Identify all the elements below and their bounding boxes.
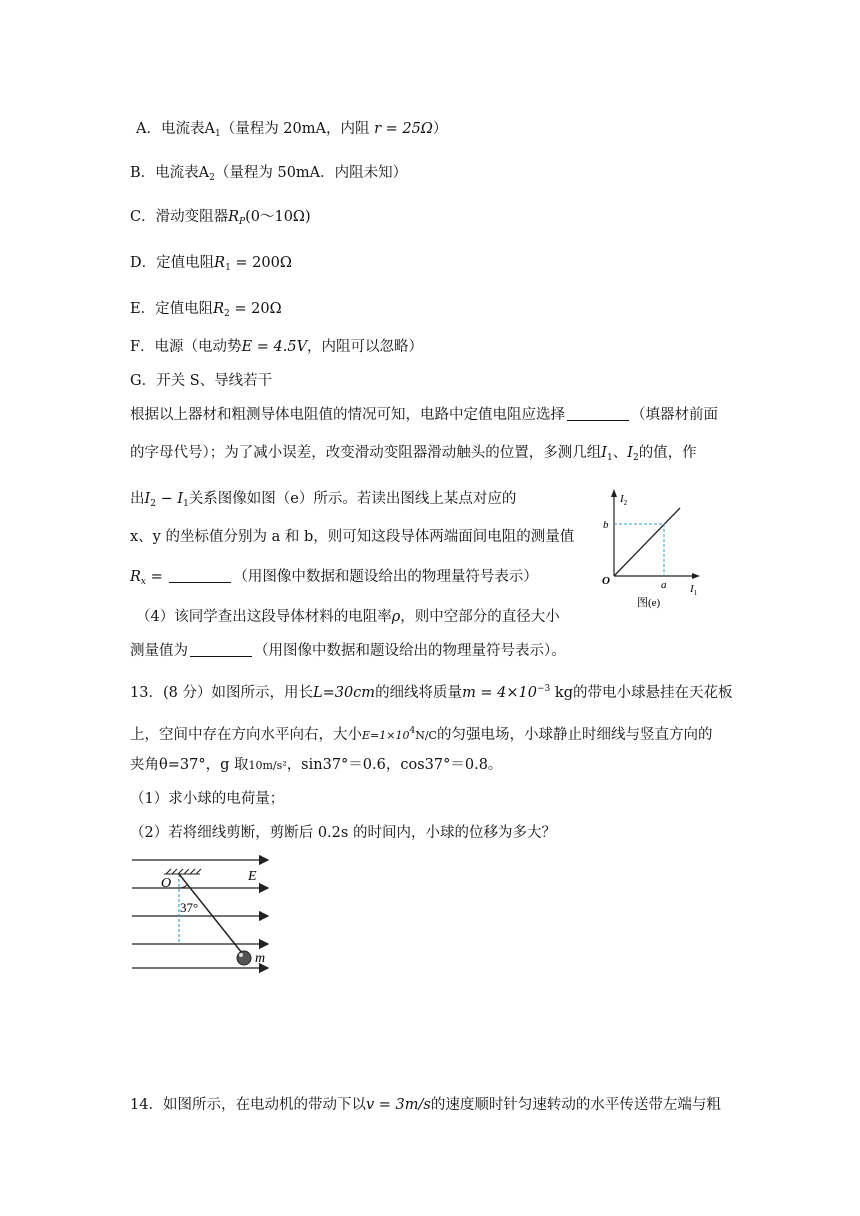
q13-text: ，sin37°＝0.6，cos37°＝0.8。 xyxy=(286,757,503,773)
q12-text: ，则中空部分的直径大小 xyxy=(400,609,560,625)
pendulum-figure xyxy=(128,850,278,980)
figure-caption: 图(e) xyxy=(637,597,661,609)
option-a: A．电流表$A_1$（量程为 20mA，内阻 r = 25Ω） xyxy=(136,121,448,139)
answer-blank xyxy=(567,406,629,421)
pivot-label: O xyxy=(161,876,172,891)
y-axis-label: $I_2$ xyxy=(620,493,628,507)
option-e-label: E．定值电阻 xyxy=(130,301,214,317)
q13-field-unit: N/C xyxy=(415,729,437,742)
q13-length: L=30cm xyxy=(312,685,376,701)
q12-text: （用图像中数据和题设给出的物理量符号表示）。 xyxy=(254,643,566,659)
q12-text: （填器材前面 xyxy=(631,407,718,423)
option-c: C．滑动变阻器$R_P(0\sim 10\Omega)$ xyxy=(130,209,311,227)
q12-text: （用图像中数据和题设给出的物理量符号表示） xyxy=(233,569,538,585)
q12-text: 测量值为 xyxy=(130,643,188,659)
option-e: E．定值电阻$R_2 = 20\Omega$ xyxy=(130,301,282,319)
q13-line2 xyxy=(130,720,712,747)
graph-line xyxy=(614,508,680,576)
option-c-value: (0～10Ω) xyxy=(245,209,311,225)
q13-line3 xyxy=(130,754,502,777)
q12-line4: x、y 的坐标值分别为 a 和 b，则可知这段导体两端面间电阻的测量值 xyxy=(130,529,575,545)
q12-line5: $R_x$ = （用图像中数据和题设给出的物理量符号表示） xyxy=(130,569,538,587)
origin-label: O xyxy=(602,575,610,587)
option-f-label: F．电源（电动势 xyxy=(130,339,242,355)
option-f xyxy=(130,336,423,358)
q13-field: E=1×10 xyxy=(362,729,410,742)
option-f-end: ，内阻可以忽略） xyxy=(307,339,424,355)
q13-mass: m = 4×10 xyxy=(462,685,538,701)
option-a-desc: （量程为 20mA，内阻 xyxy=(220,121,370,137)
b-label: b xyxy=(603,519,609,531)
option-d: D．定值电阻$R_1 = 200\Omega$ xyxy=(130,255,292,273)
option-a-end: ） xyxy=(432,121,448,137)
angle-label: 37° xyxy=(180,900,199,915)
mass-label: m xyxy=(255,951,266,966)
q13-sub1: （1）求小球的电荷量； xyxy=(130,791,285,807)
q13-text: 13．(8 分）如图所示，用长 xyxy=(130,685,313,701)
q12-line7 xyxy=(130,640,566,662)
ball-highlight xyxy=(239,953,243,957)
q14-text: 的速度顺时针匀速转动的水平传送带左端与粗 xyxy=(430,1097,721,1113)
q13-text: 的匀强电场，小球静止时细线与竖直方向的 xyxy=(436,727,713,743)
option-d-value: = 200Ω xyxy=(235,255,292,271)
option-c-label: C．滑动变阻器 xyxy=(130,209,229,225)
option-a-resistance: r = 25Ω xyxy=(374,121,433,137)
q12-text: 关系图像如图（e）所示。若读出图线上某点对应的 xyxy=(188,491,517,507)
a-label: a xyxy=(661,579,667,591)
x-axis-arrow xyxy=(692,573,700,579)
option-e-value: = 20Ω xyxy=(234,301,282,317)
q13-unit: kg xyxy=(554,685,573,701)
option-g: G．开关 S、导线若干 xyxy=(130,373,273,389)
q13-line1 xyxy=(130,678,732,704)
ball xyxy=(237,951,251,965)
q12-text: 根据以上器材和粗测导体电阻值的情况可知，电路中定值电阻应选择 xyxy=(130,407,565,423)
option-b-label: B．电流表 xyxy=(130,165,199,181)
ceiling-hatch xyxy=(164,869,201,874)
option-b-desc: （量程为 50mA．内阻未知） xyxy=(214,165,408,181)
field-label: E xyxy=(248,869,257,884)
y-axis-arrow xyxy=(611,489,617,497)
q12-text: 的字母代号）；为了减小误差，改变滑动变阻器滑动触头的位置，多测几组 xyxy=(130,445,602,461)
q12-text: 、 xyxy=(612,445,628,461)
q14-text: 14．如图所示，在电动机的带动下以 xyxy=(130,1097,366,1113)
q13-text: 夹角θ=37°，g 取 xyxy=(130,757,249,773)
graph-e xyxy=(596,486,706,610)
q13-g: 10m/s² xyxy=(248,759,287,772)
q12-text: 的值，作 xyxy=(638,445,697,461)
q13-text: 的细线将质量 xyxy=(375,685,463,701)
q14-line1 xyxy=(130,1094,721,1116)
q12-text: （4）该同学查出这段导体材料的电阻率 xyxy=(136,609,392,625)
q13-mass-exp: −3 xyxy=(537,684,551,694)
answer-blank xyxy=(169,568,231,583)
option-f-emf: E = 4.5V xyxy=(241,339,308,355)
q13-field-exp: 4 xyxy=(409,726,416,736)
q12-line1 xyxy=(130,404,718,426)
q13-sub2: （2）若将细线剪断，剪断后 0.2s 的时间内，小球的位移为多大？ xyxy=(130,825,556,841)
option-b: B．电流表$A_2$（量程为 50mA．内阻未知） xyxy=(130,165,408,183)
answer-blank xyxy=(190,642,252,657)
q12-line2: 的字母代号）；为了减小误差，改变滑动变阻器滑动触头的位置，多测几组$I_1$、$I_2$的值，作 xyxy=(130,445,697,463)
q13-text: 的带电小球悬挂在天花板 xyxy=(572,685,733,701)
q12-line6: （4）该同学查出这段导体材料的电阻率ρ，则中空部分的直径大小 xyxy=(136,609,560,625)
option-d-label: D．定值电阻 xyxy=(130,255,215,271)
x-axis-label: $I_1$ xyxy=(690,583,698,597)
option-a-label: A．电流表 xyxy=(136,121,205,137)
q12-text: 出 xyxy=(130,491,145,507)
q12-line3: 出$I_2 - I_1$关系图像如图（e）所示。若读出图线上某点对应的 xyxy=(130,491,517,509)
q14-speed: v = 3m/s xyxy=(365,1097,431,1113)
q13-text: 上，空间中存在方向水平向右，大小 xyxy=(130,727,362,743)
